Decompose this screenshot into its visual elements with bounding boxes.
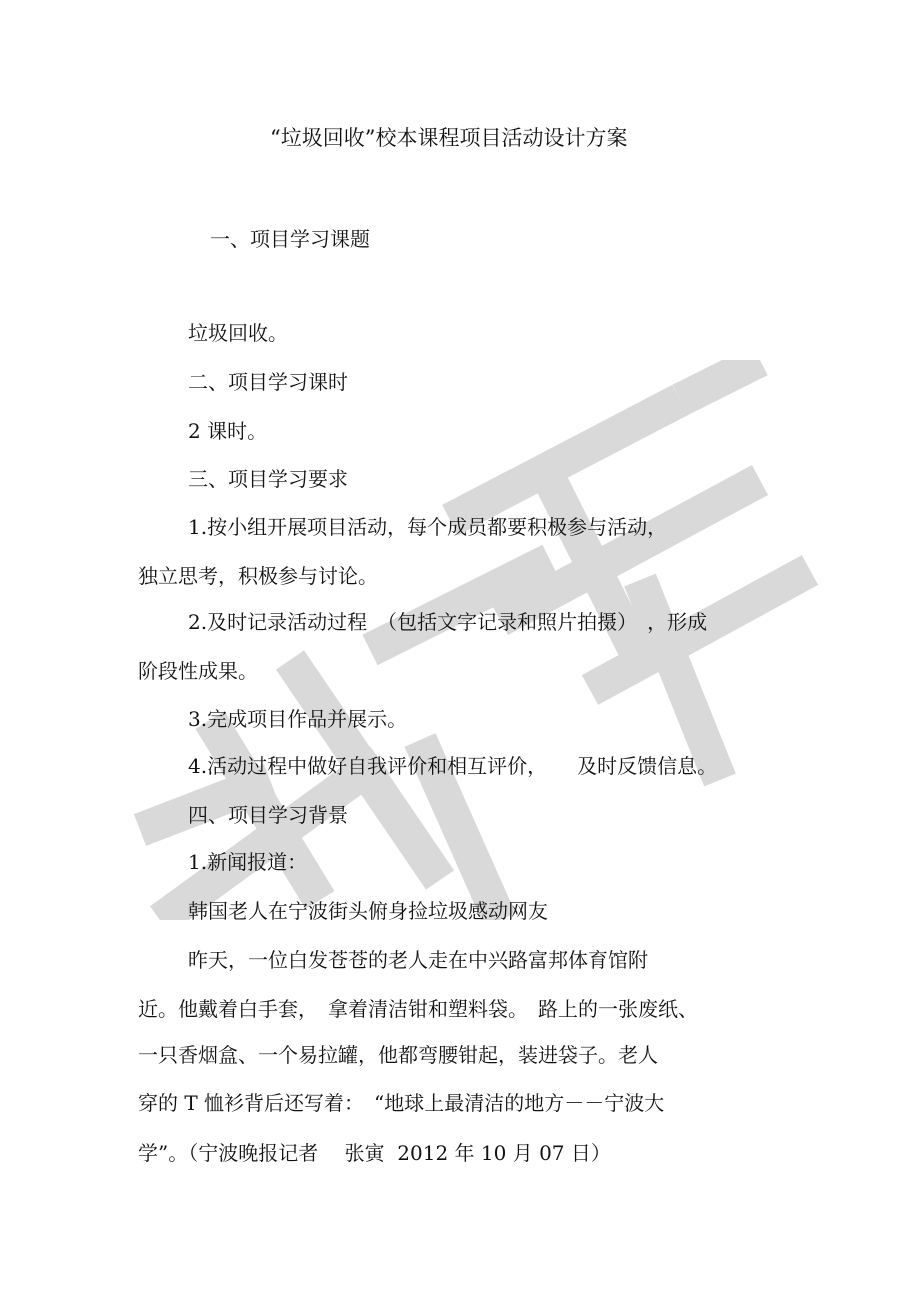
- news-paragraph-line-5: 学”。（宁波晚报记者 张寅 2012 年 10 月 07 日）: [138, 1141, 611, 1165]
- news-paragraph-line-4: 穿的 T 恤衫背后还写着： “地球上最清洁的地方－－宁波大: [138, 1091, 665, 1115]
- section-heading-requirements: 三、项目学习要求: [188, 467, 348, 491]
- watermark-seal: [120, 360, 820, 920]
- requirement-2-line-1: 2.及时记录活动过程 （包括文字记录和照片拍摄） ，形成: [188, 610, 708, 634]
- requirement-1-line-2: 独立思考，积极参与讨论。: [138, 564, 378, 588]
- section-heading-hours: 二、项目学习课时: [188, 370, 348, 394]
- section-body-topic: 垃圾回收。: [188, 321, 288, 345]
- news-headline: 韩国老人在宁波街头俯身捡垃圾感动网友: [188, 899, 548, 923]
- requirement-4: 4.活动过程中做好自我评价和相互评价， 及时反馈信息。: [188, 754, 718, 778]
- news-paragraph-line-1: 昨天，一位白发苍苍的老人走在中兴路富邦体育馆附: [188, 948, 648, 972]
- document-title: “垃圾回收”校本课程项目活动设计方案: [270, 126, 628, 150]
- section-heading-background: 四、项目学习背景: [188, 803, 348, 827]
- news-paragraph-line-2: 近。他戴着白手套， 拿着清洁钳和塑料袋。 路上的一张废纸、: [138, 997, 698, 1021]
- section-body-hours: 2 课时。: [188, 419, 268, 443]
- requirement-2-line-2: 阶段性成果。: [138, 659, 258, 683]
- requirement-1-line-1: 1.按小组开展项目活动，每个成员都要积极参与活动，: [188, 515, 668, 539]
- news-paragraph-line-3: 一只香烟盒、一个易拉罐，他都弯腰钳起，装进袋子。老人: [138, 1043, 658, 1067]
- section-heading-topic: 一、项目学习课题: [210, 227, 370, 251]
- news-label: 1.新闻报道：: [188, 850, 308, 874]
- requirement-3: 3.完成项目作品并展示。: [188, 707, 408, 731]
